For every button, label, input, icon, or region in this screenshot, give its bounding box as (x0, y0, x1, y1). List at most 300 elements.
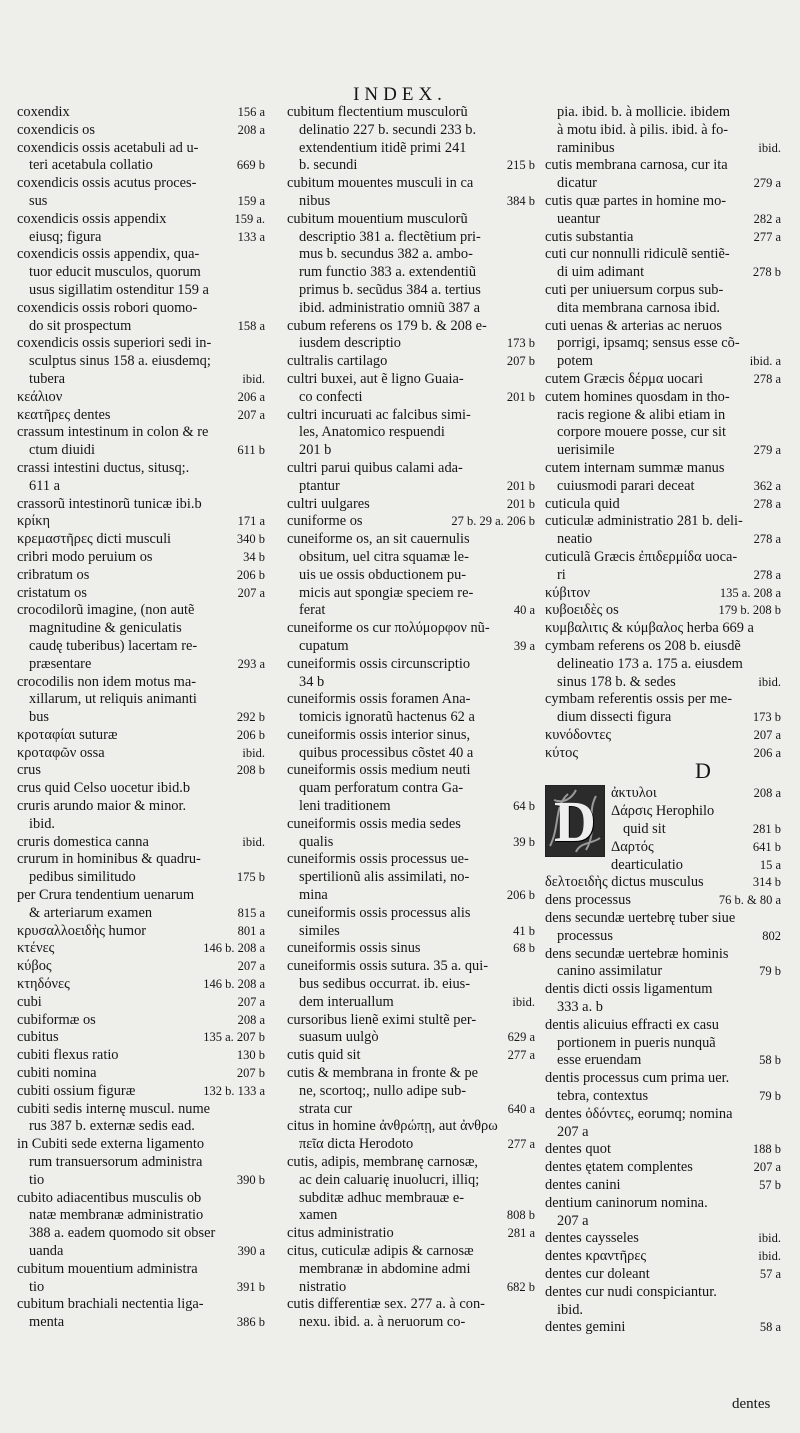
index-entry-line (287, 460, 535, 478)
page-reference: 206 b (236, 727, 265, 742)
entry-text: potem (557, 353, 593, 370)
index-entry-line (17, 513, 265, 531)
page-reference: 207 a (237, 959, 265, 974)
index-entry-line (287, 371, 535, 389)
index-entry-line (287, 1225, 535, 1243)
page-reference: 201 b (506, 496, 535, 511)
page-reference: 207 a (753, 727, 781, 742)
index-entry-line (545, 424, 781, 442)
index-entry-line (17, 1225, 265, 1243)
index-entry-line (17, 1314, 265, 1332)
entry-text: citus administratio (287, 1225, 394, 1242)
page-reference: 340 b (236, 532, 265, 547)
page-reference: 278 a (753, 567, 781, 582)
entry-text: sculptus sinus 158 a. eiusdemq; (29, 353, 211, 370)
index-entry-line (545, 585, 781, 603)
page-reference: 207 b (236, 1066, 265, 1081)
entry-text: sus (29, 192, 48, 209)
index-entry-line (17, 1047, 265, 1065)
page-reference: 293 a (237, 656, 265, 671)
entry-text: cutis quæ partes in homine mo- (545, 192, 727, 209)
page-reference: 362 a (753, 478, 781, 493)
entry-text: coxendicis ossis robori quomo- (17, 299, 198, 316)
entry-text: cuneiformis ossis sutura. 35 a. qui- (287, 958, 489, 975)
index-entry-line (17, 1154, 265, 1172)
page-reference: 58 b (759, 1053, 781, 1068)
entry-text: qualis (299, 833, 334, 850)
page-reference: 76 b. & 80 a (718, 893, 781, 908)
index-entry-line (17, 745, 265, 763)
index-entry-line (545, 709, 781, 727)
entry-text: ne, scortoq;, nullo adipe sub- (299, 1082, 467, 1099)
index-entry-line (545, 264, 781, 282)
entry-text: magnitudine & geniculatis (29, 620, 182, 637)
entry-text: cuti uenas & arterias ac neruos (545, 317, 723, 334)
index-entry-line (17, 300, 265, 318)
index-entry-line (545, 193, 781, 211)
entry-text: 388 a. eadem quomodo sit obser (29, 1225, 216, 1242)
entry-text: dentes quot (545, 1141, 611, 1158)
entry-text: 207 a (557, 1212, 589, 1229)
page-reference: ibid. (242, 745, 265, 760)
entry-text: dentes κραντῆρες (545, 1248, 647, 1265)
page-reference: 629 a (507, 1030, 535, 1045)
index-column-3-entries (545, 104, 781, 762)
entry-text: cuneiformis ossis processus alis (287, 904, 471, 921)
index-entry-line (17, 318, 265, 336)
entry-text: b. secundi (299, 157, 358, 174)
page-reference: 188 b (752, 1142, 781, 1157)
index-entry-line (545, 157, 781, 175)
entry-text: κροταφῶν ossa (17, 744, 105, 761)
entry-text: eiusq; figura (29, 228, 102, 245)
index-entry-line (287, 1101, 535, 1119)
page-reference: 34 b (243, 549, 265, 564)
d-section-first-entries (611, 785, 781, 874)
index-entry-line (545, 745, 781, 763)
index-entry-line (545, 1106, 781, 1124)
page-reference: 386 b (236, 1315, 265, 1330)
page-reference: 79 b (759, 1089, 781, 1104)
index-entry-line (287, 335, 535, 353)
page-reference: 279 a (753, 176, 781, 191)
entry-text: κεατῆρες dentes (17, 406, 111, 423)
page-reference: 815 a (237, 905, 265, 920)
page-reference: 208 b (236, 763, 265, 778)
page-reference: 40 a (513, 603, 535, 618)
index-entry-line (287, 1261, 535, 1279)
entry-text: micis aut spongiæ speciem re- (299, 584, 474, 601)
entry-text: mina (299, 887, 328, 904)
index-entry-line (287, 496, 535, 514)
index-entry-line (287, 104, 535, 122)
index-entry-line (17, 122, 265, 140)
index-entry-line (545, 1319, 781, 1337)
index-entry-line (17, 851, 265, 869)
entry-text: rum transuersorum administra (29, 1154, 203, 1171)
index-entry-line (545, 335, 781, 353)
entry-text: ac dein caluarię inuolucri, illiq; (299, 1171, 480, 1188)
page-reference: 173 b (752, 710, 781, 725)
index-entry-line (287, 1047, 535, 1065)
page-reference: ibid. (758, 1231, 781, 1246)
entry-text: cupatum (299, 637, 349, 654)
entry-text: crocodilis non idem motus ma- (17, 673, 197, 690)
index-entry-line (287, 674, 535, 692)
page-reference: 39 a (513, 638, 535, 653)
index-entry-line (545, 282, 781, 300)
page-reference: 611 b (237, 443, 265, 458)
entry-text: cultralis cartilago (287, 353, 388, 370)
index-entry-line (287, 442, 535, 460)
page-reference: ibid. (242, 834, 265, 849)
index-entry-line (287, 762, 535, 780)
index-entry-line (287, 300, 535, 318)
entry-text: dentes ętatem complentes (545, 1159, 693, 1176)
entry-text: cruris domestica canna (17, 833, 149, 850)
index-entry-line (287, 887, 535, 905)
entry-text: cuti cur nonnulli ridiculẽ sentiẽ- (545, 246, 730, 263)
entry-text: co confecti (299, 388, 363, 405)
index-entry-line (17, 157, 265, 175)
entry-text: raminibus (557, 139, 615, 156)
entry-text: cruris arundo maior & minor. (17, 798, 187, 815)
decorated-initial-letter (545, 785, 605, 857)
index-entry-line (611, 821, 781, 839)
page-reference: 146 b. 208 a (203, 977, 265, 992)
index-entry-line (17, 1012, 265, 1030)
index-entry-line (545, 104, 781, 122)
page-reference: 201 b (506, 389, 535, 404)
entry-text: dita membrana carnosa ibid. (557, 299, 721, 316)
index-entry-line (287, 1279, 535, 1297)
page-reference: 208 a (237, 122, 265, 137)
index-entry-line (17, 1065, 265, 1083)
entry-text: cuneiformis ossis processus ue- (287, 851, 469, 868)
entry-text: tio (29, 1171, 45, 1188)
page-reference: 57 b (759, 1178, 781, 1193)
index-entry-line (17, 442, 265, 460)
index-entry-line (17, 104, 265, 122)
index-entry-line (17, 335, 265, 353)
entry-text: tomicis ignoratũ hactenus 62 a (299, 709, 475, 726)
entry-text: cutis membrana carnosa, cur ita (545, 157, 728, 174)
entry-text: Δαρτός (611, 838, 654, 855)
entry-text: processus (557, 927, 613, 944)
index-entry-line (545, 531, 781, 549)
index-entry-line (545, 1302, 781, 1320)
index-entry-line (287, 585, 535, 603)
index-entry-line (17, 407, 265, 425)
index-entry-line (17, 1118, 265, 1136)
page-reference: 207 a (753, 1160, 781, 1175)
entry-text: cuneiformis ossis media sedes (287, 815, 461, 832)
entry-text: quid sit (623, 821, 666, 838)
entry-text: per Crura tendentium uenarum (17, 887, 195, 904)
index-entry-line (545, 1248, 781, 1266)
index-entry-line (17, 1296, 265, 1314)
entry-text: pia. ibid. b. à mollicie. ibidem (557, 104, 731, 120)
index-entry-line (545, 407, 781, 425)
index-entry-line (611, 803, 781, 821)
index-entry-line (545, 910, 781, 928)
index-entry-line (545, 1070, 781, 1088)
index-entry-line (17, 246, 265, 264)
entry-text: nibus (299, 192, 331, 209)
index-entry-line (545, 1213, 781, 1231)
index-entry-line (17, 1279, 265, 1297)
index-entry-line (287, 940, 535, 958)
page-reference: 281 b (752, 822, 781, 837)
page-reference: 206 a (753, 745, 781, 760)
index-entry-line (17, 549, 265, 567)
index-entry-line (545, 318, 781, 336)
entry-text: di uim adimant (557, 264, 645, 281)
entry-text: cubiti ossium figuræ (17, 1082, 136, 1099)
page-reference: 277 a (753, 229, 781, 244)
entry-text: κρίκη (17, 513, 51, 530)
entry-text: κρυσαλλοειδὴς humor (17, 922, 147, 939)
entry-text: 611 a (29, 477, 61, 494)
page-reference: 384 b (506, 193, 535, 208)
page-reference: 641 b (752, 839, 781, 854)
index-entry-line (287, 229, 535, 247)
entry-text: xamen (299, 1207, 338, 1224)
page-reference: 41 b (513, 923, 535, 938)
index-entry-line (17, 691, 265, 709)
entry-text: citus in homine ἀνθρώπῃ, aut ἀνθρω (287, 1118, 498, 1135)
index-entry-line (17, 976, 265, 994)
entry-text: iusdem descriptio (299, 335, 401, 352)
page-reference: ibid. a (749, 354, 781, 369)
page-reference: 682 b (506, 1279, 535, 1294)
index-entry-line (17, 656, 265, 674)
index-entry-line (287, 1314, 535, 1332)
index-entry-line (287, 602, 535, 620)
index-entry-line (611, 857, 781, 875)
entry-text: spertilionũ alis assimilati, no- (299, 869, 470, 886)
entry-text: cuticulæ administratio 281 b. deli- (545, 513, 743, 530)
entry-text: cuneiformis ossis foramen Ana- (287, 691, 471, 708)
entry-text: cutis substantia (545, 228, 634, 245)
index-entry-line (545, 1284, 781, 1302)
index-entry-line (287, 958, 535, 976)
entry-text: uanda (29, 1243, 64, 1259)
index-entry-line (611, 785, 781, 803)
page-reference: 159 a. (234, 211, 265, 226)
page-reference: 132 b. 133 a (203, 1083, 265, 1098)
index-entry-line (545, 1230, 781, 1248)
index-entry-line (17, 940, 265, 958)
entry-text: sinus 178 b. & sedes (557, 673, 676, 690)
index-entry-line (287, 353, 535, 371)
index-entry-line (545, 175, 781, 193)
entry-text: κυμβαλιτις & κύμβαλος herba 669 a (545, 620, 754, 637)
entry-text: dentes cur nudi conspiciantur. (545, 1283, 717, 1300)
entry-text: cubitum mouentium musculorũ (287, 210, 468, 227)
page-reference: 206 b (236, 567, 265, 582)
entry-text: cuiusmodi parari deceat (557, 477, 695, 494)
entry-text: cursoribus lienẽ eximi stultẽ per- (287, 1011, 477, 1028)
index-entry-line (17, 1136, 265, 1154)
page-reference: 135 a. 208 a (719, 585, 781, 600)
index-entry-line (545, 229, 781, 247)
entry-text: coxendicis ossis appendix (17, 210, 167, 227)
entry-text: ueantur (557, 210, 601, 227)
page-reference: 390 b (236, 1172, 265, 1187)
index-entry-line (545, 1088, 781, 1106)
entry-text: natæ membranæ administratio (29, 1207, 204, 1224)
index-entry-line (545, 513, 781, 531)
entry-text: cutis & membrana in fronte & pe (287, 1065, 479, 1082)
index-entry-line (287, 638, 535, 656)
index-entry-line (17, 1261, 265, 1279)
entry-text: xillarum, ut reliquis animanti (29, 691, 197, 708)
entry-text: mus b. secundus 382 a. ambo- (299, 246, 473, 263)
index-entry-line (17, 709, 265, 727)
index-entry-line (545, 620, 781, 638)
entry-text: pedibus similitudo (29, 869, 136, 886)
entry-text: quibus processibus cõstet 40 a (299, 744, 474, 761)
entry-text: tio (29, 1278, 45, 1295)
entry-text: à motu ibid. à pilis. ibid. à fo- (557, 121, 729, 138)
entry-text: cutem Græcis δέρμα uocari (545, 370, 703, 387)
page-reference: ibid. (758, 674, 781, 689)
page-reference: ibid. (512, 994, 535, 1009)
page-reference: ibid. (242, 371, 265, 386)
entry-text: leni traditionem (299, 798, 391, 815)
page-reference: 314 b (752, 875, 781, 890)
entry-text: tuor educit musculos, quorum (29, 264, 201, 281)
entry-text: descriptio 381 a. flectẽtium pri- (299, 228, 481, 245)
index-entry-line (17, 193, 265, 211)
index-entry-line (287, 1207, 535, 1225)
index-entry-line (545, 567, 781, 585)
entry-text: κτένες (17, 940, 55, 957)
entry-text: nistratio (299, 1278, 347, 1295)
index-entry-line (17, 869, 265, 887)
page-reference: 640 a (507, 1101, 535, 1116)
index-entry-line (545, 656, 781, 674)
index-entry-line (545, 892, 781, 910)
page-reference: ibid. (758, 140, 781, 155)
entry-text: cuticula quid (545, 495, 620, 512)
page-reference: 146 b. 208 a (203, 941, 265, 956)
entry-text: do sit prospectum (29, 317, 132, 334)
index-entry-line (17, 353, 265, 371)
entry-text: cubitum brachiali nectentia liga- (17, 1296, 204, 1313)
index-entry-line (287, 1136, 535, 1154)
page-reference: 133 a (237, 229, 265, 244)
page-reference: 208 a (237, 1012, 265, 1027)
index-entry-line (17, 887, 265, 905)
index-entry-line (287, 318, 535, 336)
index-entry-line (545, 638, 781, 656)
index-entry-line (287, 780, 535, 798)
index-entry-line (545, 1159, 781, 1177)
index-entry-line (17, 585, 265, 603)
entry-text: bus (29, 709, 49, 726)
index-entry-line (287, 709, 535, 727)
page-reference: 206 a (237, 389, 265, 404)
entry-text: ibid. (557, 1301, 583, 1318)
page-reference: 208 a (753, 786, 781, 801)
index-entry-line (545, 691, 781, 709)
page-reference: 207 b (506, 354, 535, 369)
entry-text: cribri modo peruium os (17, 548, 153, 565)
index-entry-line (17, 994, 265, 1012)
index-entry-line (17, 282, 265, 300)
entry-text: cultri buxei, aut ẽ ligno Guaia- (287, 370, 464, 387)
index-entry-line (17, 727, 265, 745)
index-entry-line (17, 834, 265, 852)
index-entry-line (17, 798, 265, 816)
index-entry-line (17, 264, 265, 282)
entry-text: cuneiformis ossis circunscriptio (287, 655, 471, 672)
entry-text: cubitum flectentium musculorũ (287, 104, 468, 120)
entry-text: cubiti sedis internę muscul. nume (17, 1100, 211, 1117)
index-entry-line (545, 442, 781, 460)
entry-text: dentes ὀδόντες, eorumq; nomina (545, 1105, 733, 1122)
entry-text: cutis, adipis, membranę carnosæ, (287, 1154, 479, 1171)
index-entry-line (545, 211, 781, 229)
index-entry-line (287, 424, 535, 442)
page-reference: 278 b (752, 265, 781, 280)
entry-text: κτηδόνες (17, 976, 70, 993)
index-entry-line (17, 1029, 265, 1047)
index-entry-line (545, 727, 781, 745)
index-entry-line (545, 602, 781, 620)
page-reference: 156 a (237, 105, 265, 119)
index-entry-line (545, 389, 781, 407)
index-entry-line (545, 460, 781, 478)
entry-text: cultri incuruati ac falcibus simi- (287, 406, 471, 423)
entry-text: κυνόδοντες (545, 726, 612, 743)
entry-text: crurum in hominibus & quadru- (17, 851, 201, 868)
entry-text: cubitum mouentes musculi in ca (287, 175, 474, 192)
entry-text: cultri parui quibus calami ada- (287, 459, 463, 476)
page-reference: 390 a (237, 1244, 265, 1258)
entry-text: coxendicis ossis appendix, qua- (17, 246, 200, 263)
entry-text: les, Anatomico respuendi (299, 424, 445, 441)
entry-text: dentes cur doleant (545, 1266, 650, 1282)
entry-text: racis regione & alibi etiam in (557, 406, 726, 423)
page-reference: 171 a (237, 514, 265, 529)
page-reference: 391 b (236, 1279, 265, 1294)
index-entry-line (545, 478, 781, 496)
page-reference: 159 a (237, 193, 265, 208)
entry-text: subditæ adhuc membrauæ e- (299, 1189, 465, 1206)
index-entry-line (545, 981, 781, 999)
index-entry-line (545, 999, 781, 1017)
index-entry-line (545, 353, 781, 371)
index-entry-line (17, 762, 265, 780)
index-entry-line (545, 549, 781, 567)
entry-text: nexu. ibid. a. à neruorum co- (299, 1314, 466, 1331)
entry-text: coxendicis ossis superiori sedi in- (17, 335, 212, 352)
index-entry-line (545, 1141, 781, 1159)
entry-text: strata cur (299, 1100, 353, 1117)
entry-text: cuneiforme os, an sit cauernulis (287, 531, 470, 548)
entry-text: πεῖα dicta Herodoto (299, 1136, 414, 1153)
index-entry-line (17, 531, 265, 549)
entry-text: coxendicis ossis acetabuli ad u- (17, 139, 199, 156)
index-entry-line (545, 246, 781, 264)
page-reference: 175 b (236, 870, 265, 885)
index-entry-line (17, 1172, 265, 1190)
index-entry-line (545, 1177, 781, 1195)
index-entry-line (17, 638, 265, 656)
